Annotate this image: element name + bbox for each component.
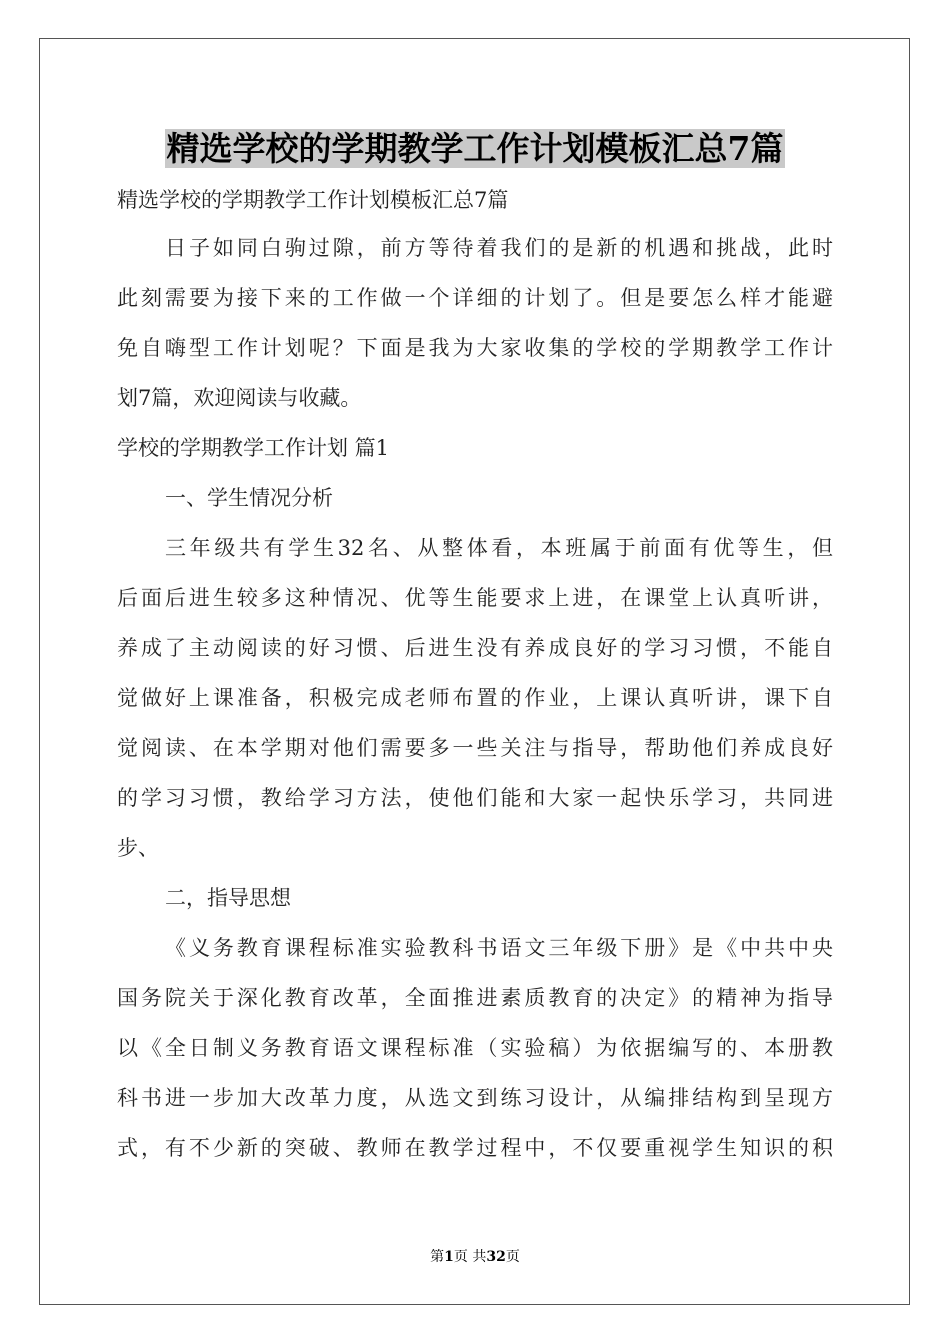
page-mid: 页 共 [453,1249,487,1265]
page-total: 32 [486,1249,506,1265]
paragraph-line: 国务院关于深化教育改革，全面推进素质教育的决定》的精神为指导 [117,986,833,1010]
paragraph-line: 划7篇，欢迎阅读与收藏。 [117,386,362,410]
paragraph-line: 三年级共有学生32名、从整体看，本班属于前面有优等生，但 [165,536,833,560]
paragraph-line: 式，有不少新的突破、教师在教学过程中，不仅要重视学生知识的积 [117,1136,833,1160]
page-footer [0,1246,950,1266]
paragraph-line: 以《全日制义务教育语文课程标准（实验稿）为依据编写的、本册教 [117,1036,833,1060]
subheading: 二，指导思想 [165,886,291,910]
page-prefix: 第 [430,1249,445,1265]
paragraph-line: 日子如同白驹过隙，前方等待着我们的是新的机遇和挑战，此时 [165,236,833,260]
page-current: 1 [444,1249,454,1265]
paragraph-line: 免自嗨型工作计划呢？下面是我为大家收集的学校的学期教学工作计 [117,336,833,360]
paragraph-line: 《义务教育课程标准实验教科书语文三年级下册》是《中共中央 [165,936,833,960]
paragraph-line: 步、 [117,836,159,860]
document-title-text: 精选学校的学期教学工作计划模板汇总7篇 [166,129,784,168]
page-suffix: 页 [505,1249,520,1265]
paragraph-line: 觉阅读、在本学期对他们需要多一些关注与指导，帮助他们养成良好 [117,736,833,760]
paragraph-line: 科书进一步加大改革力度，从选文到练习设计，从编排结构到呈现方 [117,1086,833,1110]
paragraph-line: 后面后进生较多这种情况、优等生能要求上进，在课堂上认真听讲， [117,586,833,610]
subheading: 一、学生情况分析 [165,486,333,510]
document-subtitle: 精选学校的学期教学工作计划模板汇总7篇 [117,188,509,212]
paragraph-line: 养成了主动阅读的好习惯、后进生没有养成良好的学习习惯，不能自 [117,636,833,660]
paragraph-line: 觉做好上课准备，积极完成老师布置的作业，上课认真听讲，课下自 [117,686,833,710]
section-heading: 学校的学期教学工作计划 篇1 [117,436,390,460]
paragraph-line: 此刻需要为接下来的工作做一个详细的计划了。但是要怎么样才能避 [117,286,833,310]
paragraph-line: 的学习习惯，教给学习方法，使他们能和大家一起快乐学习，共同进 [117,786,833,810]
document-title [0,124,950,174]
page-frame [39,38,910,1305]
